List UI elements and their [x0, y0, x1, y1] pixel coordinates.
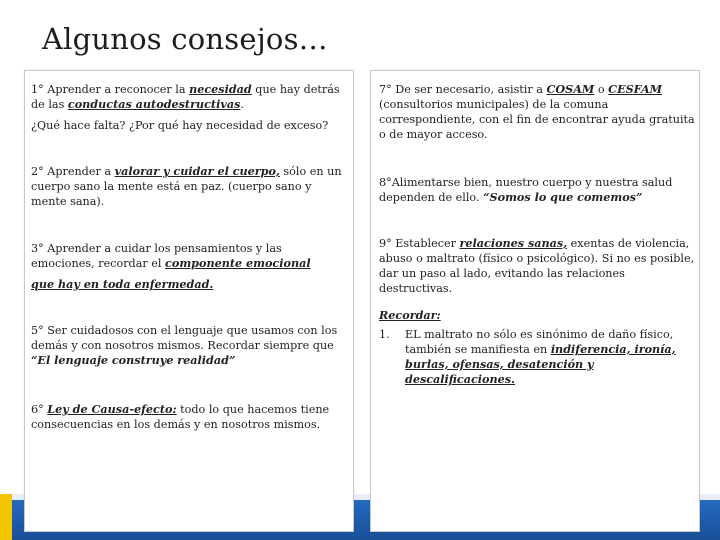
tip-7-highlight: CESFAM — [608, 82, 663, 96]
page-title: Algunos consejos… — [42, 22, 328, 56]
left-panel — [24, 70, 354, 532]
tip-3-highlight-line: que hay en toda enfermedad. — [31, 277, 214, 291]
tip-7-highlight: COSAM — [546, 82, 595, 96]
tip-7 — [379, 82, 695, 142]
tip-5-highlight: “El lenguaje construye realidad” — [31, 353, 236, 367]
tip-1-part: . — [240, 98, 244, 111]
tip-2 — [31, 164, 349, 209]
list-item-text — [405, 327, 695, 387]
tip-2-text — [31, 164, 349, 209]
tip-1-text — [31, 82, 349, 112]
tip-1-question: ¿Qué hace falta? ¿Por qué hay necesidad de exceso? — [31, 119, 329, 132]
recordar-highlight: indiferencia, ironía, burlas, ofensas, desatención y descalificaciones. — [405, 342, 676, 386]
tip-6-text — [31, 402, 349, 432]
footer-accent — [0, 494, 12, 540]
tip-7-part: o — [594, 83, 609, 96]
tip-3-highlight: componente emocional — [165, 256, 311, 270]
tip-1-highlight: necesidad — [189, 82, 252, 96]
tip-9-highlight: relaciones sanas, — [459, 236, 568, 250]
tip-2-part: 2° Aprender a — [31, 165, 115, 178]
tip-1 — [31, 82, 349, 133]
tip-5 — [31, 323, 349, 368]
tip-8-highlight: “Somos lo que comemos” — [483, 190, 643, 204]
tip-6 — [31, 402, 349, 432]
recordar-list — [379, 327, 695, 387]
list-number: 1. — [379, 328, 390, 341]
tip-6-part: todo lo que hacemos tiene consecuencias en los demás y en nosotros mismos. — [31, 403, 330, 431]
tip-1-part: 1° Aprender a reconocer la — [31, 83, 190, 96]
tip-3 — [31, 241, 349, 292]
tip-8-part: 8°Alimentarse bien, nuestro cuerpo y nuestra salud dependen de ello. — [379, 176, 673, 204]
tip-1-part: que hay detrás de las — [31, 83, 340, 111]
tip-7-text — [379, 82, 695, 142]
tip-6-highlight: Ley de Causa-efecto: — [47, 402, 177, 416]
tip-7-part: (consultorios municipales) de la comuna correspondiente, con el fin de encontrar ayuda gratuita o de mayor acceso. — [379, 98, 695, 141]
tip-5-text — [31, 323, 349, 368]
tip-5-part: 5° Ser cuidadosos con el lenguaje que usamos con los demás y con nosotros mismos. Recordar siempre que — [31, 324, 338, 352]
recordar-heading: Recordar: — [379, 308, 441, 322]
tip-9-text — [379, 236, 695, 296]
tip-8-text — [379, 175, 695, 205]
tip-9-part: exentas de violencia, abuso o maltrato (físico o psicológico). Si no es posible, dar un paso al lado, evitando las relaciones destructivas. — [379, 237, 695, 295]
tip-7-part: 7° De ser necesario, asistir a — [379, 83, 547, 96]
tip-3-part: 3° Aprender a cuidar los pensamientos y las emociones, recordar el — [31, 242, 282, 270]
tip-8 — [379, 175, 695, 205]
tip-9-part: 9° Establecer — [379, 237, 460, 250]
tip-1-highlight: conductas autodestructivas — [67, 97, 241, 111]
tip-6-part: 6° — [31, 403, 48, 416]
recordar — [379, 308, 695, 387]
right-panel — [370, 70, 700, 532]
list-item — [379, 327, 695, 387]
tip-9 — [379, 236, 695, 296]
recordar-part: EL maltrato no sólo es sinónimo de daño físico, también se manifiesta en — [405, 328, 674, 356]
tip-2-highlight: valorar y cuidar el cuerpo, — [114, 164, 280, 178]
tip-2-part: sólo en un cuerpo sano la mente está en paz. (cuerpo sano y mente sana). — [31, 165, 342, 208]
tip-3-text — [31, 241, 349, 271]
